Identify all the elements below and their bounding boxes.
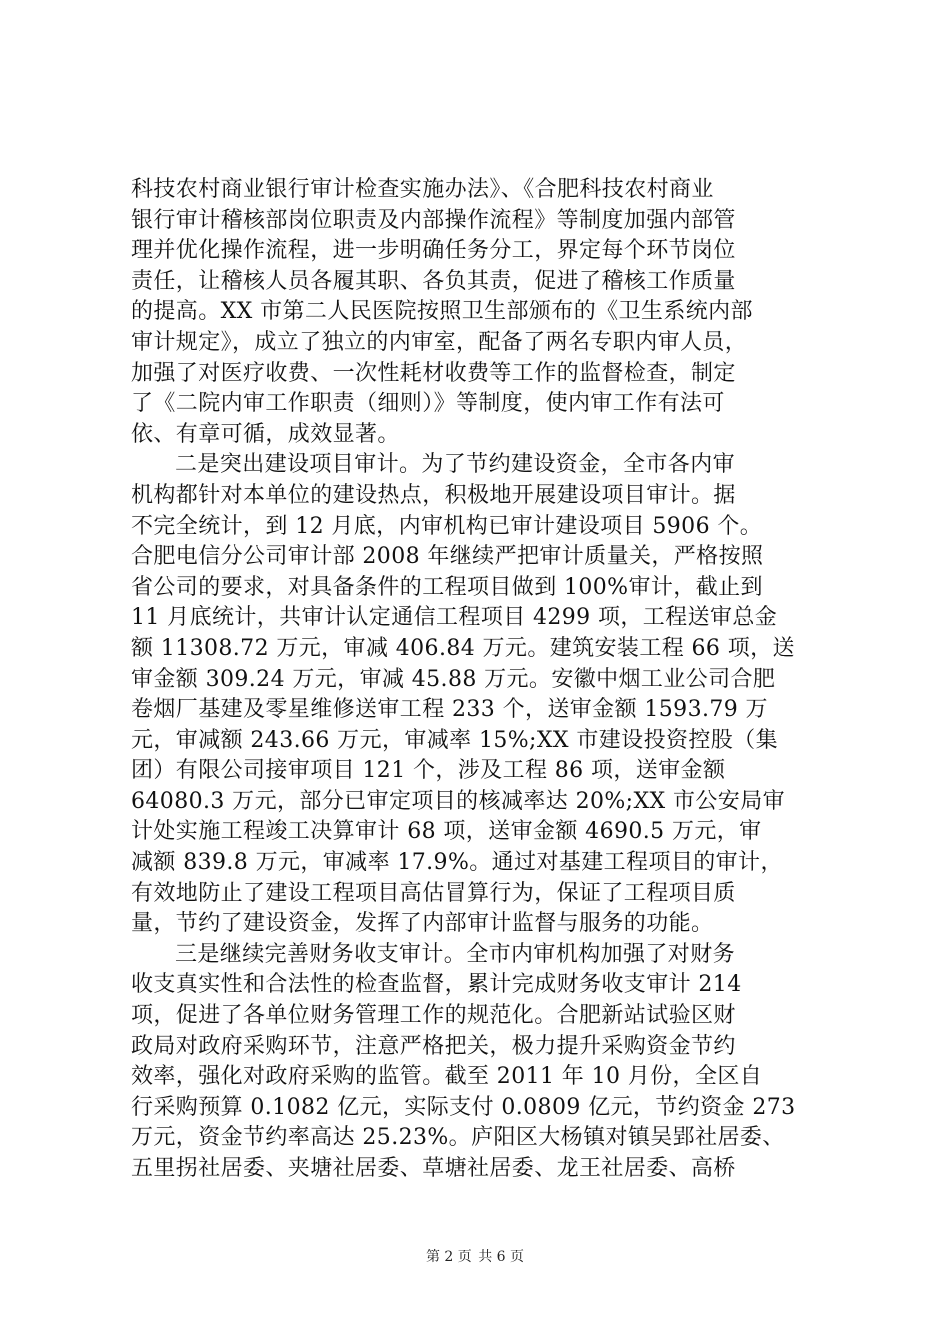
text-line: 银行审计稽核部岗位职责及内部操作流程》等制度加强内部管 <box>131 207 736 233</box>
text-line: 依、有章可循，成效显著。 <box>131 421 400 447</box>
text-line: 科技农村商业银行审计检查实施办法》、《合肥科技农村商业 <box>131 177 714 202</box>
text-line: 卷烟厂基建及零星维修送审工程 233 个，送审金额 1593.79 万 <box>131 697 768 723</box>
text-line: 64080.3 万元，部分已审定项目的核减率达 20%;XX 市公安局审 <box>131 788 785 814</box>
text-line: 理并优化操作流程，进一步明确任务分工，界定每个环节岗位 <box>131 238 736 264</box>
text-line: 三是继续完善财务收支审计。全市内审机构加强了对财务 <box>175 941 736 967</box>
text-line: 团）有限公司接审项目 121 个，涉及工程 86 项，送审金额 <box>131 758 726 784</box>
text-line: 万元，资金节约率高达 25.23%。庐阳区大杨镇对镇吴郢社居委、 <box>131 1125 785 1151</box>
text-line: 合肥电信分公司审计部 2008 年继续严把审计质量关，严格按照 <box>131 544 764 570</box>
text-line: 计处实施工程竣工决算审计 68 项，送审金额 4690.5 万元，审 <box>131 819 762 845</box>
document-body <box>131 175 843 1185</box>
text-line: 减额 839.8 万元，审减率 17.9%。通过对基建工程项目的审计， <box>131 850 783 876</box>
text-line: 有效地防止了建设工程项目高估冒算行为，保证了工程项目质 <box>131 880 736 906</box>
page-number: 第 2 页 <box>425 1249 472 1265</box>
text-line: 五里拐社居委、夹塘社居委、草塘社居委、龙王社居委、高桥 <box>131 1156 736 1181</box>
page-footer <box>0 1246 950 1266</box>
page-total: 共 6 页 <box>478 1249 525 1265</box>
text-line: 审金额 309.24 万元，审减 45.88 万元。安徽中烟工业公司合肥 <box>131 666 776 692</box>
text-line: 省公司的要求，对具备条件的工程项目做到 100%审计，截止到 <box>131 574 763 600</box>
text-line: 效率，强化对政府采购的监管。截至 2011 年 10 月份，全区自 <box>131 1064 763 1090</box>
text-line: 了《二院内审工作职责（细则）》等制度，使内审工作有法可 <box>131 391 725 417</box>
text-line: 元，审减额 243.66 万元，审减率 15%;XX 市建设投资控股（集 <box>131 727 778 753</box>
text-line: 项，促进了各单位财务管理工作的规范化。合肥新站试验区财 <box>131 1003 736 1029</box>
text-line: 政局对政府采购环节，注意严格把关，极力提升采购资金节约 <box>131 1033 736 1059</box>
text-line: 二是突出建设项目审计。为了节约建设资金，全市各内审 <box>175 452 736 478</box>
text-line: 不完全统计，到 12 月底，内审机构已审计建设项目 5906 个。 <box>131 513 763 539</box>
text-line: 的提高。XX 市第二人民医院按照卫生部颁布的《卫生系统内部 <box>131 299 753 325</box>
text-line: 11 月底统计，共审计认定通信工程项目 4299 项，工程送审总金 <box>131 605 778 631</box>
text-line: 量，节约了建设资金，发挥了内部审计监督与服务的功能。 <box>131 911 714 937</box>
text-line: 加强了对医疗收费、一次性耗材收费等工作的监督检查，制定 <box>131 360 736 386</box>
text-line: 额 11308.72 万元，审减 406.84 万元。建筑安装工程 66 项，送 <box>131 635 795 661</box>
text-line: 机构都针对本单位的建设热点，积极地开展建设项目审计。据 <box>131 482 736 508</box>
text-line: 收支真实性和合法性的检查监督，累计完成财务收支审计 214 <box>131 972 742 998</box>
text-line: 责任，让稽核人员各履其职、各负其责，促进了稽核工作质量 <box>131 268 736 294</box>
text-line: 行采购预算 0.1082 亿元，实际支付 0.0809 亿元，节约资金 273 <box>131 1094 796 1120</box>
text-line: 审计规定》，成立了独立的内审室，配备了两名专职内审人员， <box>131 329 748 355</box>
